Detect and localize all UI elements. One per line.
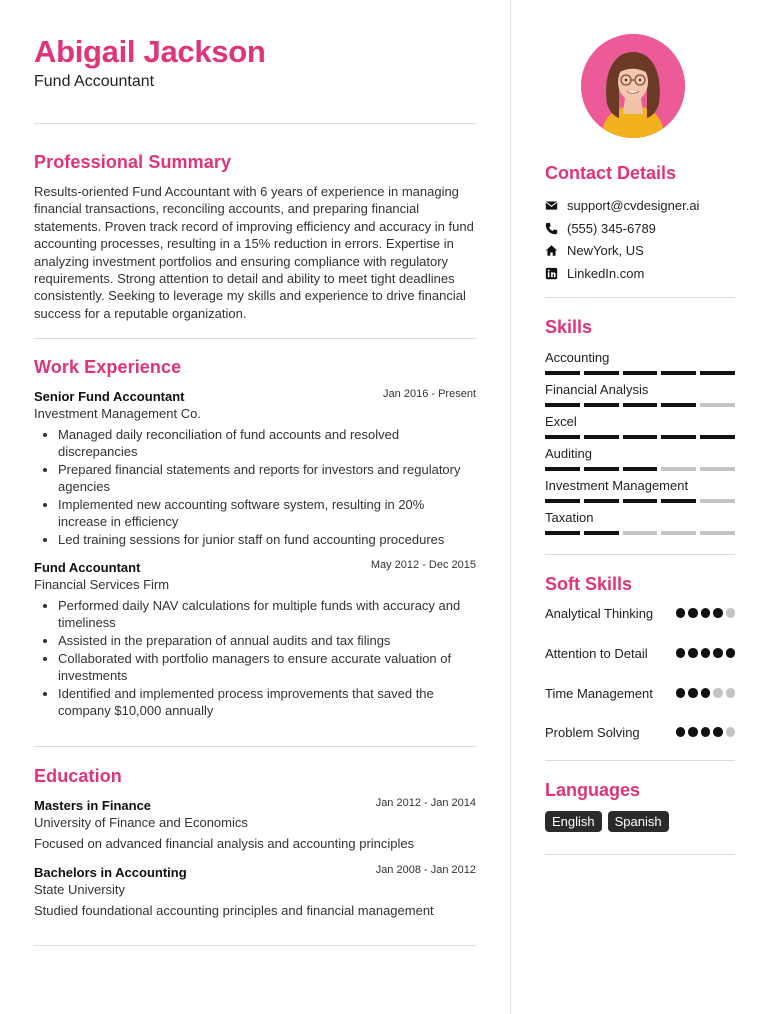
candidate-title: Fund Accountant (34, 73, 155, 90)
rating-dot (688, 688, 698, 698)
job-role: Fund Accountant (34, 560, 141, 575)
rating-dot (676, 727, 686, 737)
soft-skills-heading: Soft Skills (545, 574, 633, 594)
skill-level-segment (700, 403, 735, 407)
rating-dot (701, 608, 711, 618)
job-bullet: Collaborated with portfolio managers to ensure accurate valuation of investments (34, 650, 476, 684)
skill-level-segment (700, 467, 735, 471)
language-tag: Spanish (608, 811, 669, 832)
skill-level-segment (545, 531, 580, 535)
school: University of Finance and Economics (34, 815, 248, 830)
envelope-icon (545, 199, 558, 212)
skill-level-segment (700, 531, 735, 535)
skill-level-segment (661, 435, 696, 439)
rating-dot (701, 688, 711, 698)
soft-skill-rating (676, 608, 736, 618)
rating-dot (701, 727, 711, 737)
rating-dot (676, 688, 686, 698)
contact-location (545, 243, 745, 266)
skill-name: Investment Management (545, 478, 689, 493)
skill-item (545, 382, 735, 407)
skill-level-bar (545, 403, 735, 407)
skill-level-bar (545, 531, 735, 535)
skill-level-segment (584, 531, 619, 535)
job-date: Jan 2016 - Present (383, 388, 476, 400)
skills-heading: Skills (545, 317, 593, 337)
job-bullets (34, 426, 476, 548)
portrait-image (581, 34, 685, 138)
education-date: Jan 2008 - Jan 2012 (375, 864, 476, 876)
education-date: Jan 2012 - Jan 2014 (375, 797, 476, 809)
skill-level-segment (584, 435, 619, 439)
sidebar-column (510, 0, 768, 1014)
skill-level-segment (545, 499, 580, 503)
skill-name: Financial Analysis (545, 382, 649, 397)
job-bullet: Assisted in the preparation of annual audits and tax filings (34, 632, 476, 649)
skill-level-segment (584, 467, 619, 471)
skill-level-segment (545, 403, 580, 407)
rating-dot (726, 688, 736, 698)
divider (34, 746, 476, 747)
skill-level-bar (545, 371, 735, 375)
job-bullet: Implemented new accounting software system, resulting in 20% increase in efficiency (34, 496, 476, 530)
skill-level-bar (545, 435, 735, 439)
skill-level-segment (623, 403, 658, 407)
rating-dot (713, 608, 723, 618)
location-text: NewYork, US (567, 243, 644, 258)
soft-skill-name: Attention to Detail (545, 646, 648, 661)
divider (34, 338, 476, 339)
rating-dot (676, 648, 686, 658)
job-entry (34, 388, 476, 548)
soft-skill-item (545, 605, 735, 623)
skill-level-segment (623, 435, 658, 439)
divider (545, 854, 735, 855)
languages-list (545, 811, 669, 832)
skill-item (545, 478, 735, 503)
soft-skill-item (545, 645, 735, 663)
skill-name: Taxation (545, 510, 594, 525)
skill-name: Auditing (545, 446, 592, 461)
soft-skill-rating (676, 727, 736, 737)
divider (34, 945, 476, 946)
soft-skill-rating (676, 688, 736, 698)
skill-level-segment (700, 371, 735, 375)
education-entry (34, 864, 476, 918)
soft-skill-item (545, 724, 735, 742)
skill-level-bar (545, 499, 735, 503)
job-bullet: Led training sessions for junior staff on fund accounting procedures (34, 531, 476, 548)
linkedin-icon (545, 267, 558, 280)
rating-dot (726, 648, 736, 658)
rating-dot (713, 648, 723, 658)
skill-level-bar (545, 467, 735, 471)
rating-dot (688, 648, 698, 658)
summary-text: Results-oriented Fund Accountant with 6 years of experience in managing financial transactions, reconciling accounts, and preparing financial statements. Proven track record of improving efficiency and accuracy in fund accounting processes, resulting in a 15% reduction in errors. Expertise in analyzing investment portfolios and ensuring compliance with regulatory requirements. Strong attention to detail and ability to meet tight deadlines consistently. Seeking to leverage my skills and experience to drive financial success for a reputable organization. (34, 184, 474, 321)
divider (545, 554, 735, 555)
skill-level-segment (584, 403, 619, 407)
home-icon (545, 244, 558, 257)
skill-name: Accounting (545, 350, 610, 365)
linkedin-text: LinkedIn.com (567, 265, 645, 281)
soft-skill-name: Problem Solving (545, 725, 640, 740)
contact-email[interactable] (545, 198, 745, 221)
language-tag: English (545, 811, 602, 832)
skill-level-segment (545, 435, 580, 439)
job-bullet: Identified and implemented process improvements that saved the company $10,000 annually (34, 685, 476, 719)
degree: Bachelors in Accounting (34, 865, 187, 880)
skill-level-segment (661, 467, 696, 471)
skill-level-segment (545, 467, 580, 471)
rating-dot (676, 608, 686, 618)
candidate-name: Abigail Jackson (34, 34, 266, 69)
job-date: May 2012 - Dec 2015 (370, 559, 476, 571)
education-entry (34, 797, 476, 851)
email-text: support@cvdesigner.ai (567, 198, 700, 213)
skill-item (545, 350, 735, 375)
job-entry (34, 559, 476, 719)
profile-photo (581, 34, 685, 138)
skill-item (545, 510, 735, 535)
skill-item (545, 446, 735, 471)
skill-level-segment (661, 499, 696, 503)
job-bullet: Prepared financial statements and reports for investors and regulatory agencies (34, 461, 476, 495)
education-heading: Education (34, 766, 122, 786)
divider (545, 760, 735, 761)
skill-level-segment (700, 499, 735, 503)
skill-level-segment (661, 403, 696, 407)
rating-dot (726, 727, 736, 737)
education-description: Studied foundational accounting principles and financial management (34, 903, 434, 918)
rating-dot (713, 727, 723, 737)
skill-level-segment (700, 435, 735, 439)
degree: Masters in Finance (34, 798, 152, 813)
languages-heading: Languages (545, 780, 641, 800)
skill-item (545, 414, 735, 439)
rating-dot (701, 648, 711, 658)
summary-heading: Professional Summary (34, 152, 232, 172)
skill-level-segment (584, 499, 619, 503)
skill-name: Excel (545, 414, 577, 429)
experience-heading: Work Experience (34, 357, 182, 377)
soft-skill-name: Time Management (545, 686, 653, 701)
education-description: Focused on advanced financial analysis and accounting principles (34, 836, 415, 851)
skill-level-segment (545, 371, 580, 375)
skill-level-segment (661, 371, 696, 375)
job-company: Investment Management Co. (34, 406, 201, 421)
skill-level-segment (661, 531, 696, 535)
contact-phone[interactable] (545, 221, 745, 244)
soft-skill-rating (676, 648, 736, 658)
contact-linkedin[interactable] (545, 266, 745, 289)
divider (545, 297, 735, 298)
job-role: Senior Fund Accountant (34, 389, 185, 404)
divider (34, 123, 476, 124)
rating-dot (726, 608, 736, 618)
phone-icon (545, 222, 558, 235)
job-company: Financial Services Firm (34, 577, 170, 592)
rating-dot (688, 727, 698, 737)
job-bullets (34, 597, 476, 719)
contact-list (545, 198, 745, 288)
soft-skill-name: Analytical Thinking (545, 606, 654, 621)
skill-level-segment (623, 499, 658, 503)
school: State University (34, 882, 126, 897)
skill-level-segment (623, 467, 658, 471)
rating-dot (688, 608, 698, 618)
skill-level-segment (623, 531, 658, 535)
phone-text: (555) 345-6789 (567, 220, 656, 236)
skill-level-segment (584, 371, 619, 375)
rating-dot (713, 688, 723, 698)
contact-heading: Contact Details (545, 163, 677, 183)
soft-skill-item (545, 685, 735, 703)
skill-level-segment (623, 371, 658, 375)
job-bullet: Managed daily reconciliation of fund accounts and resolved discrepancies (34, 426, 476, 460)
job-bullet: Performed daily NAV calculations for multiple funds with accuracy and timeliness (34, 597, 476, 631)
